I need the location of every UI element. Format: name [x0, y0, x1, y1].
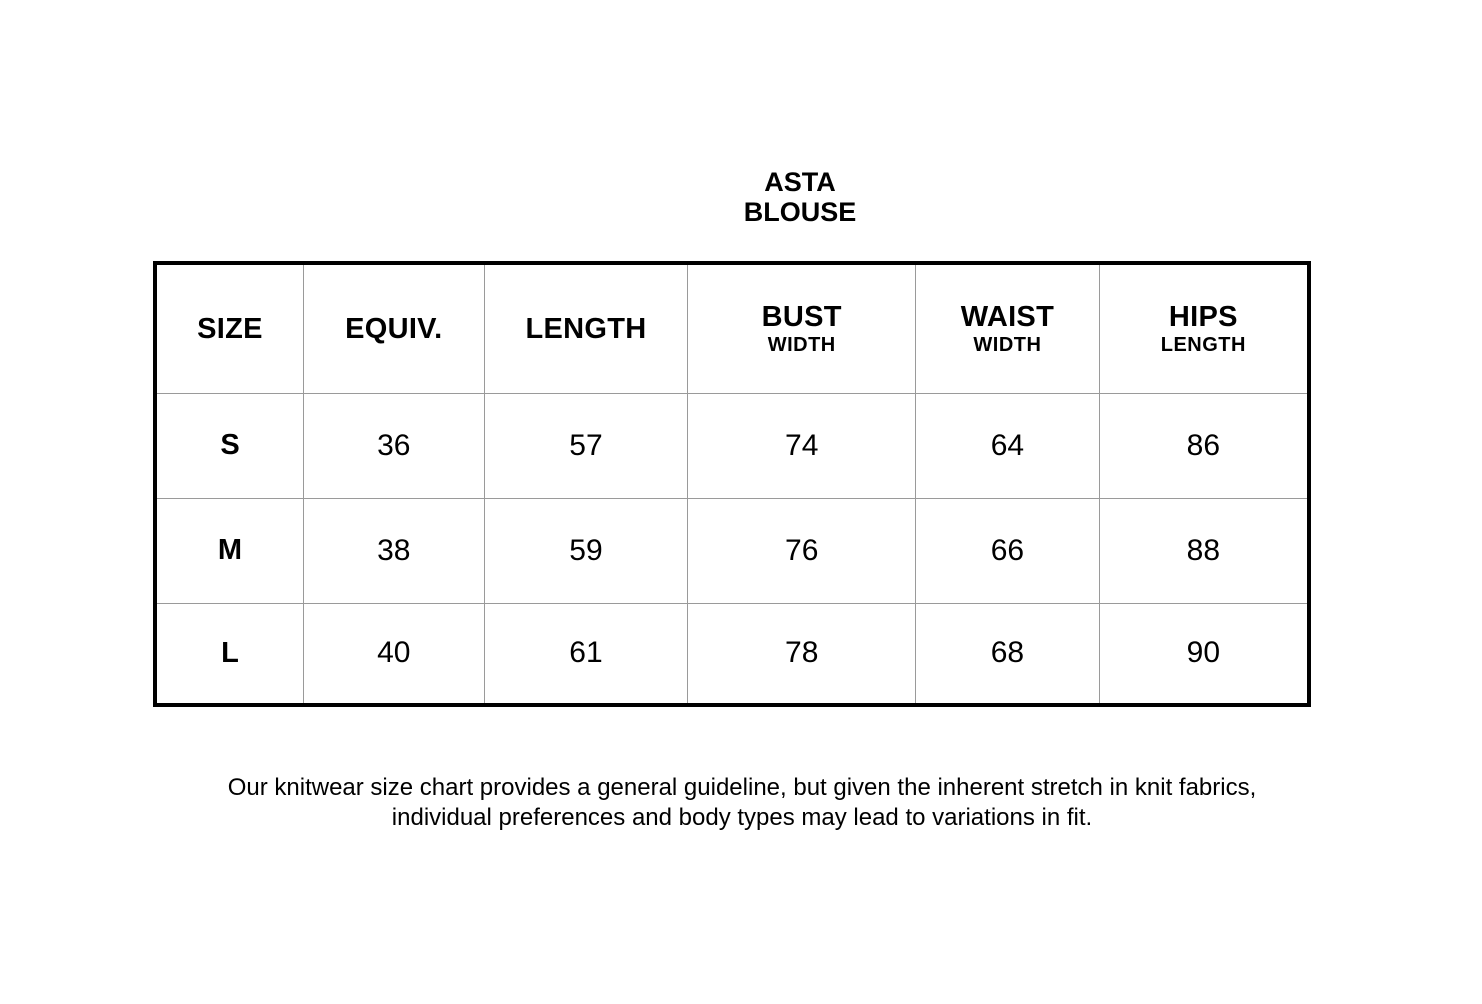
- hips-value: 86: [1099, 393, 1309, 498]
- header-hips: HIPS LENGTH: [1099, 263, 1309, 393]
- header-waist: WAIST WIDTH: [916, 263, 1100, 393]
- size-label: S: [155, 393, 304, 498]
- length-value: 61: [484, 603, 688, 705]
- equiv-value: 40: [304, 603, 485, 705]
- equiv-value: 38: [304, 498, 485, 603]
- header-equiv: EQUIV.: [304, 263, 485, 393]
- size-chart-table: [153, 261, 1311, 707]
- table-row: [155, 393, 1309, 498]
- waist-value: 64: [916, 393, 1100, 498]
- hips-value: 88: [1099, 498, 1309, 603]
- size-label: L: [155, 603, 304, 705]
- equiv-value: 36: [304, 393, 485, 498]
- length-value: 59: [484, 498, 688, 603]
- fit-disclaimer-line-2: individual preferences and body types may lead to variations in fit.: [391, 804, 1093, 831]
- length-value: 57: [484, 393, 688, 498]
- header-bust: BUST WIDTH: [688, 263, 916, 393]
- product-title-line-2: BLOUSE: [743, 197, 857, 227]
- bust-value: 74: [688, 393, 916, 498]
- fit-disclaimer: [140, 773, 1344, 833]
- waist-value: 66: [916, 498, 1100, 603]
- bust-value: 76: [688, 498, 916, 603]
- table-header-row: [155, 263, 1309, 393]
- product-title-line-1: ASTA: [764, 167, 836, 197]
- size-label: M: [155, 498, 304, 603]
- fit-disclaimer-line-1: Our knitwear size chart provides a general guideline, but given the inherent stretch in knit fabrics,: [227, 774, 1257, 801]
- header-length: LENGTH: [484, 263, 688, 393]
- table-row: [155, 603, 1309, 705]
- hips-value: 90: [1099, 603, 1309, 705]
- table-row: [155, 498, 1309, 603]
- header-size: SIZE: [155, 263, 304, 393]
- waist-value: 68: [916, 603, 1100, 705]
- bust-value: 78: [688, 603, 916, 705]
- product-title: [700, 167, 900, 227]
